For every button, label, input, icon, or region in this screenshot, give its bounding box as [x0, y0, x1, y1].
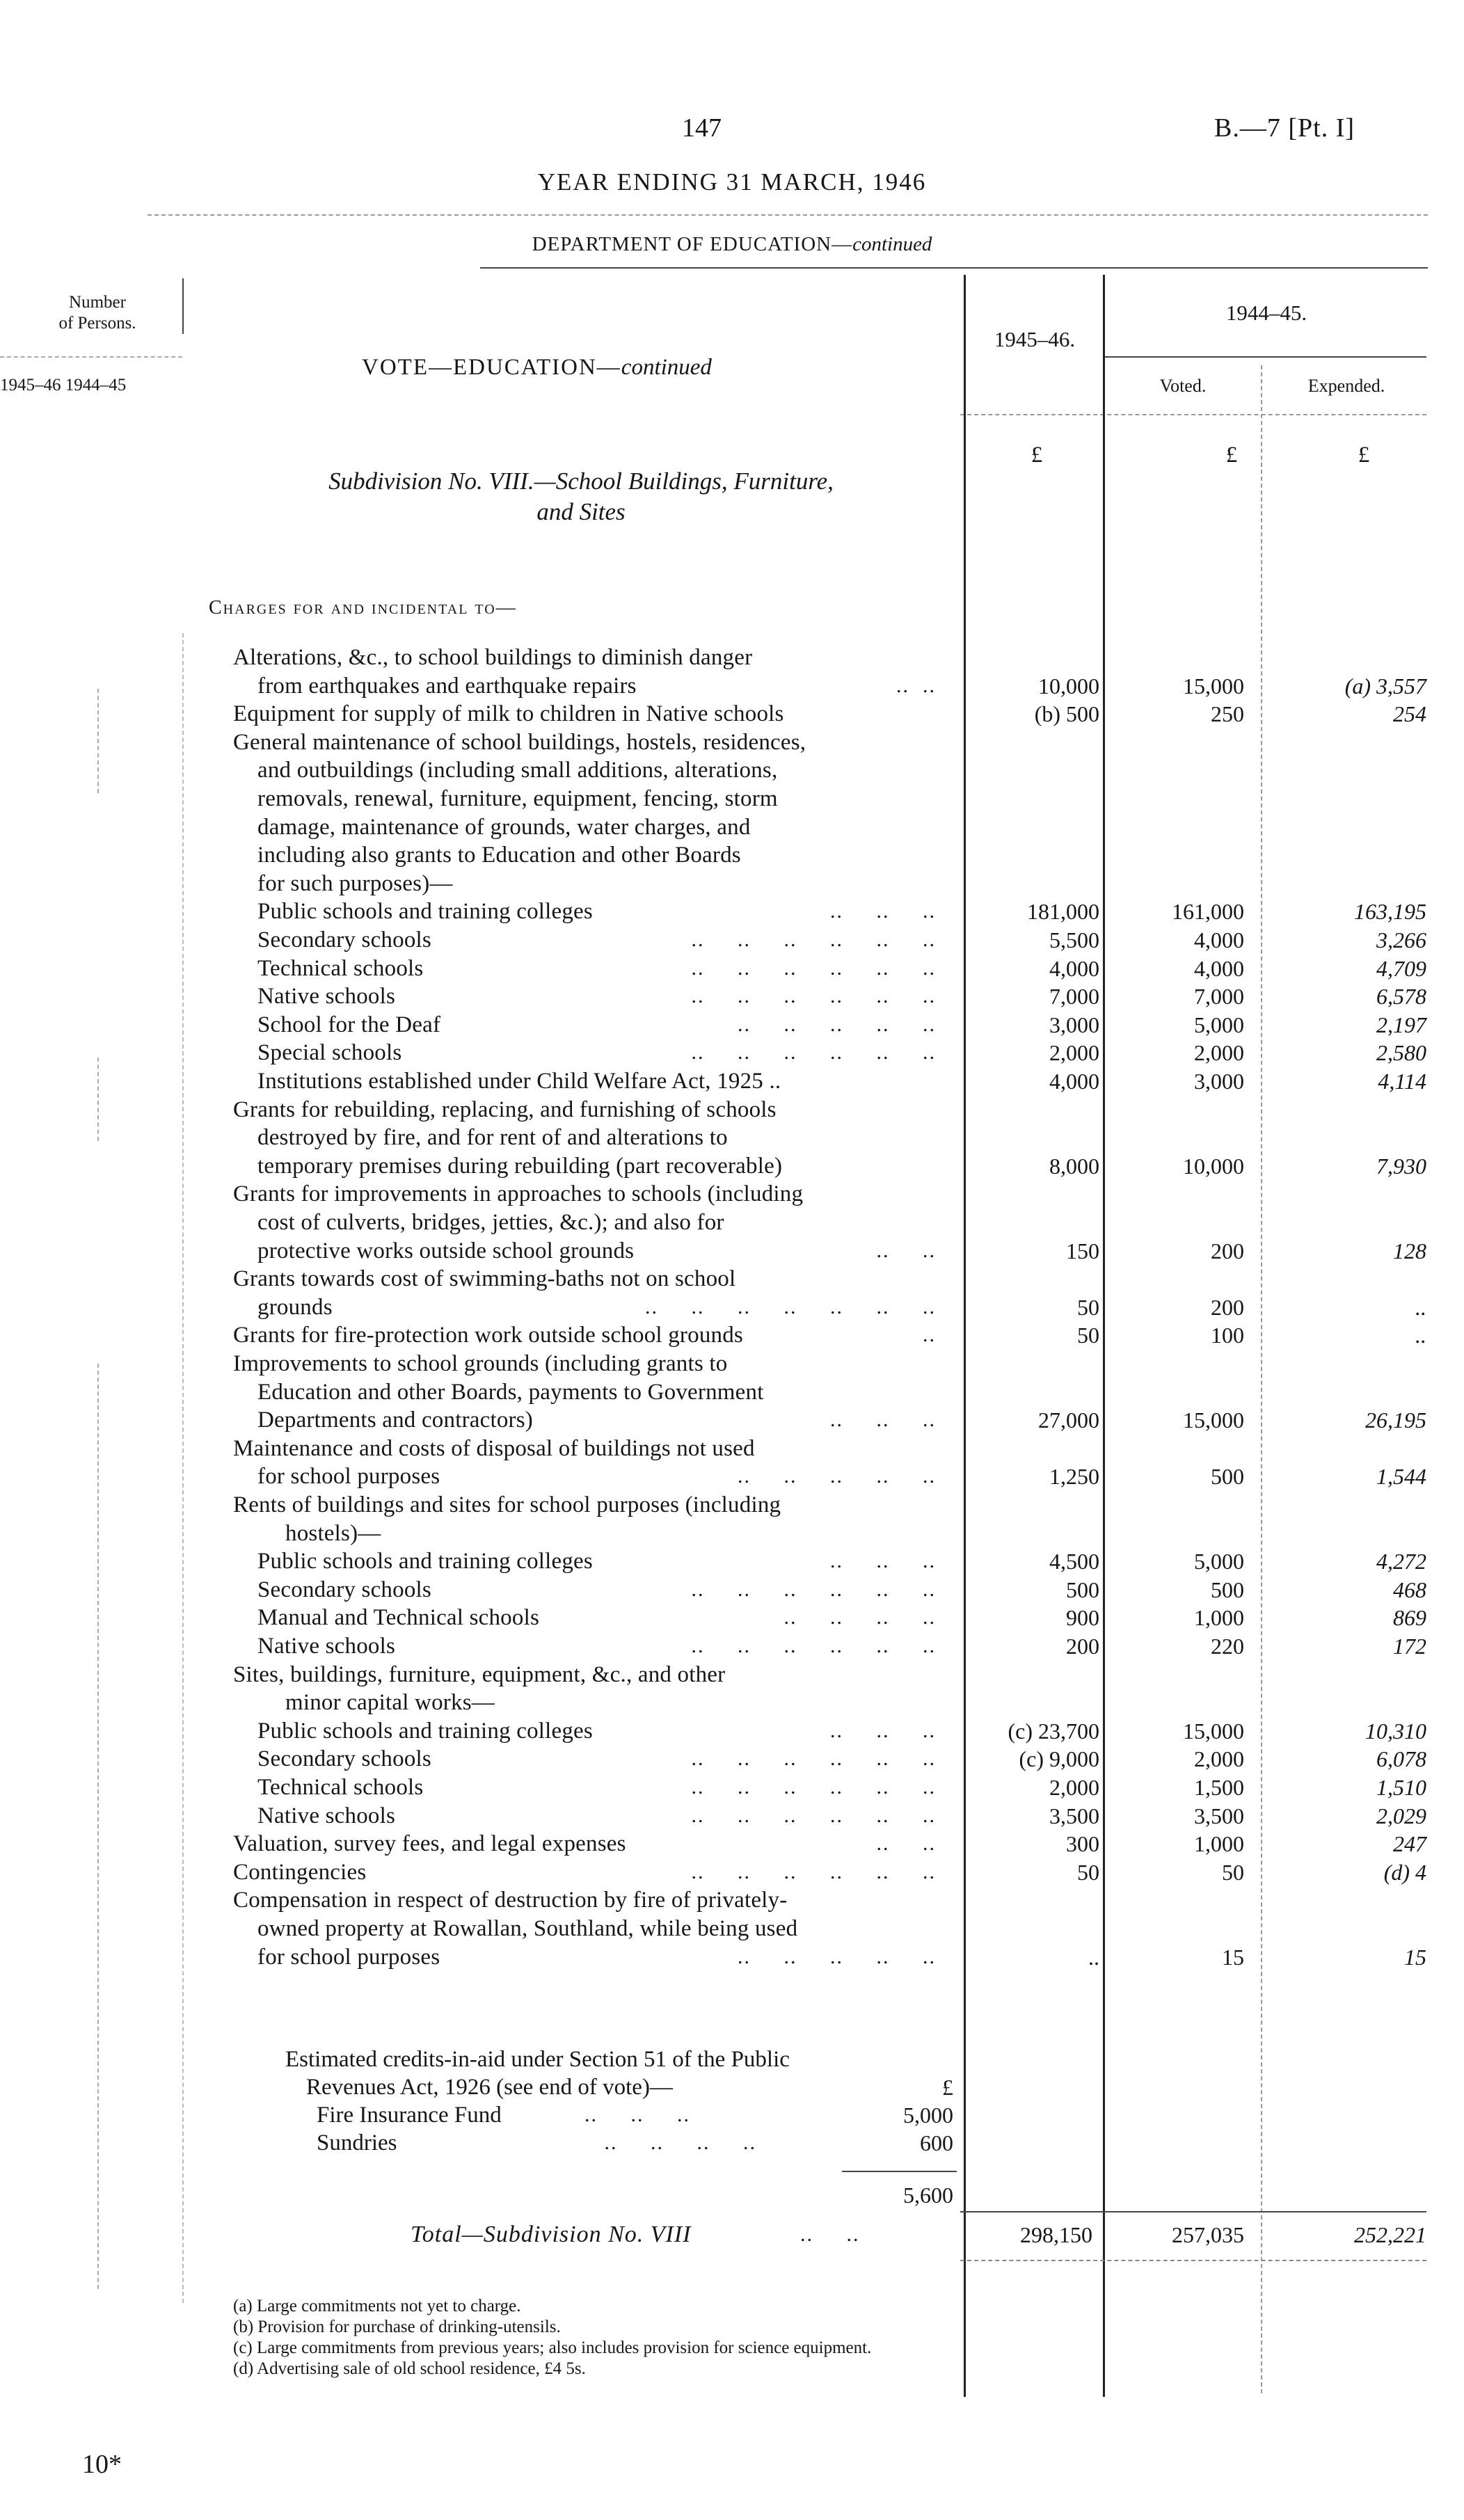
row-value-voted: 500	[1211, 1577, 1244, 1602]
row-value-1945-46: 7,000	[1049, 984, 1099, 1010]
row-description: for school purposes	[257, 1464, 440, 1490]
row-description: damage, maintenance of grounds, water charges, and	[257, 814, 751, 840]
row-value-1945-46: 50	[1077, 1859, 1099, 1885]
table-row	[0, 982, 1464, 1010]
credits-line-1: Estimated credits-in-aid under Section 51 of the Public	[285, 2047, 790, 2072]
table-row	[0, 1886, 1464, 1914]
row-value-voted: 1,000	[1194, 1605, 1244, 1631]
table-row	[0, 785, 1464, 813]
row-description: Education and other Boards, payments to Government	[257, 1379, 764, 1405]
row-description: Native schools	[257, 1803, 396, 1828]
row-description: grounds	[257, 1294, 333, 1320]
table-row	[0, 1265, 1464, 1293]
row-leader-dots: .. .. .. .. .. .. ..	[645, 1295, 936, 1318]
row-description: Improvements to school grounds (including grants to	[233, 1351, 728, 1376]
table-row	[0, 1717, 1464, 1745]
row-description: Rents of buildings and sites for school purposes (including	[233, 1492, 781, 1517]
row-value-expended: (d) 4	[1383, 1859, 1426, 1885]
footnote-a: (a) Large commitments not yet to charge.	[233, 2297, 521, 2315]
row-leader-dots: ..	[923, 1323, 936, 1347]
credit-item-leader: .. .. .. ..	[584, 2131, 756, 2154]
row-value-voted: 15,000	[1183, 1718, 1244, 1744]
table-row	[0, 1209, 1464, 1236]
row-value-expended: 468	[1393, 1577, 1426, 1602]
row-value-1945-46: 900	[1066, 1605, 1099, 1631]
total-bottom-rule	[960, 2260, 1426, 2261]
row-leader-dots: .. .. .. .. .. ..	[632, 1860, 936, 1883]
row-value-1945-46: (c) 23,700	[1008, 1718, 1099, 1744]
row-value-expended: 2,197	[1376, 1012, 1426, 1037]
table-row	[0, 644, 1464, 671]
row-value-expended: 2,029	[1376, 1803, 1426, 1828]
row-leader-dots: .. .. ..	[830, 1549, 936, 1573]
credit-item-amount: 600	[920, 2130, 953, 2155]
table-row	[0, 1293, 1464, 1321]
table-row	[0, 1858, 1464, 1886]
row-description: protective works outside school grounds	[257, 1238, 635, 1263]
row-value-1945-46: 181,000	[1027, 899, 1099, 925]
row-value-voted: 3,500	[1194, 1803, 1244, 1828]
table-row	[0, 1802, 1464, 1830]
row-description: School for the Deaf	[257, 1012, 441, 1037]
row-leader-dots: .. .. ..	[830, 1718, 936, 1742]
row-value-expended: 2,580	[1376, 1040, 1426, 1066]
page-number: 147	[682, 113, 722, 143]
table-row	[0, 1321, 1464, 1349]
table-row	[0, 672, 1464, 700]
top-rule	[148, 214, 1428, 216]
row-value-voted: 5,000	[1194, 1549, 1244, 1574]
column-header-1945-46: 1945–46.	[994, 327, 1076, 351]
row-description: Technical schools	[257, 955, 424, 981]
row-leader-dots: .. .. .. .. .. ..	[691, 928, 936, 951]
table-row	[0, 870, 1464, 898]
row-description: Secondary schools	[257, 927, 431, 952]
footnote-d: (d) Advertising sale of old school residence, £4 5s.	[233, 2359, 586, 2378]
row-description: Manual and Technical schools	[257, 1605, 539, 1631]
row-leader-dots: .. .. .. .. ..	[717, 1465, 936, 1488]
row-description: Institutions established under Child Welfare Act, 1925 ..	[257, 1069, 781, 1094]
total-top-rule	[960, 2211, 1426, 2212]
table-row	[0, 1039, 1464, 1067]
row-value-1945-46: 8,000	[1049, 1153, 1099, 1179]
table-row	[0, 1915, 1464, 1943]
table-row	[0, 1576, 1464, 1604]
header-subrule	[1103, 356, 1426, 358]
row-description: Public schools and training colleges	[257, 899, 593, 925]
row-description: Public schools and training colleges	[257, 1718, 593, 1744]
row-description: Valuation, survey fees, and legal expenses	[233, 1831, 626, 1857]
row-value-1945-46: 1,250	[1049, 1464, 1099, 1490]
vote-title-continued: continued	[621, 355, 712, 380]
department-continued: continued	[852, 233, 932, 255]
persons-column-rule	[182, 278, 184, 334]
row-value-voted: 10,000	[1183, 1153, 1244, 1179]
signature-mark: 10*	[82, 2450, 122, 2479]
row-leader-dots: .. .. .. .. .. ..	[671, 1803, 936, 1827]
total-label: Total—Subdivision No. VIII	[411, 2222, 692, 2247]
table-row	[0, 1830, 1464, 1858]
row-description: Native schools	[257, 984, 396, 1010]
table-row	[0, 1773, 1464, 1801]
row-description: Alterations, &c., to school buildings to diminish danger	[233, 645, 753, 670]
vote-title-main: VOTE—EDUCATION—	[362, 355, 621, 380]
currency-expended: £	[1358, 442, 1370, 468]
row-description: Contingencies	[233, 1859, 367, 1885]
table-row	[0, 728, 1464, 756]
currency-1945: £	[1031, 442, 1043, 468]
row-leader-dots: .. .. .. .. .. ..	[691, 1577, 936, 1601]
row-value-expended: ..	[1415, 1294, 1426, 1320]
subdivision-line-2: and Sites	[536, 498, 626, 525]
row-leader-dots: .. .. .. .. ..	[717, 1945, 936, 1968]
row-value-1945-46: 500	[1066, 1577, 1099, 1602]
row-leader-dots: .. .. .. .. .. ..	[691, 1747, 936, 1771]
row-leader-dots: .. .. .. .. ..	[717, 1012, 936, 1036]
row-leader-dots: .. .. .. .. .. ..	[671, 1634, 936, 1657]
row-value-1945-46: 5,500	[1049, 927, 1099, 952]
row-leader-dots: .. .. ..	[810, 1408, 936, 1432]
row-value-1945-46: 4,000	[1049, 1069, 1099, 1094]
credit-item-leader: .. .. ..	[584, 2103, 690, 2126]
number-of-persons-label	[28, 292, 167, 334]
table-row	[0, 1491, 1464, 1519]
column-header-voted: Voted.	[1159, 376, 1207, 396]
vote-title	[362, 355, 712, 381]
table-row	[0, 1943, 1464, 1971]
table-row	[0, 700, 1464, 728]
row-leader-dots: .. ..	[876, 1238, 936, 1262]
row-description: Compensation in respect of destruction by fire of privately-	[233, 1888, 788, 1913]
charges-heading: Charges for and incidental to—	[209, 597, 517, 619]
row-value-expended: 6,578	[1376, 984, 1426, 1010]
row-description: temporary premises during rebuilding (part recoverable)	[257, 1153, 783, 1179]
row-description: Secondary schools	[257, 1577, 431, 1602]
table-row	[0, 1378, 1464, 1406]
department-rule	[480, 267, 1428, 269]
subdivision-heading	[223, 466, 939, 527]
table-row	[0, 1237, 1464, 1265]
row-description: owned property at Rowallan, Southland, while being used	[257, 1916, 798, 1941]
row-value-1945-46: 300	[1066, 1831, 1099, 1857]
column-header-1944-45: 1944–45.	[1225, 301, 1307, 325]
credits-total: 5,600	[903, 2183, 953, 2208]
row-value-expended: 3,266	[1376, 927, 1426, 952]
table-row	[0, 1520, 1464, 1547]
row-value-voted: 100	[1211, 1323, 1244, 1348]
row-description: cost of culverts, bridges, jetties, &c.); and also for	[257, 1210, 724, 1235]
row-value-1945-46: 4,500	[1049, 1549, 1099, 1574]
row-description: Departments and contractors)	[257, 1407, 533, 1433]
persons-years: 1945–46 1944–45	[0, 376, 127, 394]
total-1945-46: 298,150	[1020, 2222, 1092, 2247]
table-row	[0, 1350, 1464, 1378]
row-value-expended: 869	[1393, 1605, 1426, 1631]
row-description: including also grants to Education and other Boards	[257, 843, 741, 868]
row-value-expended: 26,195	[1365, 1407, 1426, 1433]
row-value-expended: 163,195	[1354, 899, 1426, 925]
credits-rule	[842, 2171, 957, 2172]
row-description: Maintenance and costs of disposal of buildings not used	[233, 1435, 755, 1461]
total-expended: 252,221	[1354, 2222, 1426, 2247]
row-value-voted: 2,000	[1194, 1040, 1244, 1066]
row-description: Grants for fire-protection work outside school grounds	[233, 1323, 743, 1348]
row-leader-dots: .. .. .. .. .. ..	[691, 1776, 936, 1799]
row-value-1945-46: 3,000	[1049, 1012, 1099, 1037]
row-value-voted: 2,000	[1194, 1746, 1244, 1772]
table-row	[0, 841, 1464, 869]
row-value-1945-46: 10,000	[1038, 673, 1099, 699]
row-description: minor capital works—	[285, 1690, 495, 1716]
row-value-1945-46: 150	[1066, 1238, 1099, 1263]
row-value-1945-46: ..	[1088, 1944, 1099, 1970]
row-leader-dots: .. ..	[857, 1832, 936, 1856]
row-value-voted: 15	[1222, 1944, 1244, 1970]
row-description: Secondary schools	[257, 1746, 431, 1772]
table-row	[0, 1745, 1464, 1773]
row-value-1945-46: 50	[1077, 1323, 1099, 1348]
row-value-voted: 4,000	[1194, 955, 1244, 981]
row-value-voted: 7,000	[1194, 984, 1244, 1010]
total-voted: 257,035	[1172, 2222, 1244, 2247]
row-leader-dots: .. .. .. .. .. ..	[671, 1041, 936, 1064]
row-value-expended: 10,310	[1365, 1718, 1426, 1744]
subdivision-line-1: Subdivision No. VIII.—School Buildings, Furniture,	[328, 468, 834, 495]
row-value-1945-46: (b) 500	[1034, 701, 1099, 727]
row-description: Public schools and training colleges	[257, 1549, 593, 1574]
row-value-expended: 128	[1393, 1238, 1426, 1263]
row-value-1945-46: 2,000	[1049, 1040, 1099, 1066]
row-value-voted: 4,000	[1194, 927, 1244, 952]
row-leader-dots: .. .. .. .. .. ..	[691, 956, 936, 980]
table-row	[0, 1604, 1464, 1632]
table-row	[0, 1632, 1464, 1660]
table-row	[0, 955, 1464, 982]
table-row	[0, 1096, 1464, 1124]
row-value-voted: 200	[1211, 1238, 1244, 1263]
row-description: destroyed by fire, and for rent of and alterations to	[257, 1125, 728, 1151]
row-leader-dots: .. .. .. .. .. ..	[671, 984, 936, 1008]
persons-header-rule	[0, 356, 182, 358]
row-value-voted: 50	[1222, 1859, 1244, 1885]
row-value-expended: 1,510	[1376, 1775, 1426, 1800]
row-value-1945-46: 3,500	[1049, 1803, 1099, 1828]
row-leader-dots: .. .. ..	[830, 900, 936, 923]
row-value-expended: ..	[1415, 1323, 1426, 1348]
row-description: Technical schools	[257, 1775, 424, 1800]
row-value-expended: 247	[1393, 1831, 1426, 1857]
persons-label: of Persons.	[58, 314, 136, 333]
row-description: Special schools	[257, 1040, 402, 1066]
row-value-voted: 5,000	[1194, 1012, 1244, 1037]
row-value-expended: 172	[1393, 1634, 1426, 1659]
row-value-voted: 1,500	[1194, 1775, 1244, 1800]
row-value-voted: 1,000	[1194, 1831, 1244, 1857]
column-header-expended: Expended.	[1307, 376, 1385, 396]
row-value-expended: 4,114	[1378, 1069, 1426, 1094]
table-row	[0, 756, 1464, 784]
row-value-expended: 1,544	[1376, 1464, 1426, 1490]
footnote-b: (b) Provision for purchase of drinking-utensils.	[233, 2318, 561, 2336]
row-description: Sites, buildings, furniture, equipment, &c., and other	[233, 1661, 726, 1687]
total-leader: .. ..	[800, 2223, 860, 2246]
number-label: Number	[69, 293, 126, 312]
table-row	[0, 1462, 1464, 1490]
table-row	[0, 898, 1464, 925]
row-value-1945-46: 2,000	[1049, 1775, 1099, 1800]
department-name: DEPARTMENT OF EDUCATION—	[532, 233, 853, 255]
row-value-1945-46: 4,000	[1049, 955, 1099, 981]
credit-item-amount: 5,000	[903, 2103, 953, 2128]
footnote-c: (c) Large commitments from previous years; also includes provision for science equipment.	[233, 2338, 872, 2357]
table-row	[0, 813, 1464, 841]
page-title: YEAR ENDING 31 MARCH, 1946	[537, 168, 927, 196]
currency-voted: £	[1225, 442, 1238, 468]
row-value-voted: 15,000	[1183, 1407, 1244, 1433]
table-row	[0, 1661, 1464, 1689]
table-row	[0, 1011, 1464, 1039]
row-description: Grants for rebuilding, replacing, and furnishing of schools	[233, 1096, 777, 1122]
row-description: for school purposes	[257, 1944, 440, 1970]
row-value-expended: 4,272	[1376, 1549, 1426, 1574]
credits-currency: £	[942, 2075, 953, 2100]
table-row	[0, 1067, 1464, 1095]
row-description: and outbuildings (including small additions, alterations,	[257, 758, 778, 783]
row-description: Native schools	[257, 1634, 396, 1659]
row-value-1945-46: 27,000	[1038, 1407, 1099, 1433]
row-value-expended: 15	[1404, 1944, 1426, 1970]
credit-item-label: Fire Insurance Fund	[317, 2103, 502, 2128]
table-row	[0, 1180, 1464, 1208]
header-bottom-rule	[960, 414, 1426, 415]
row-value-expended: 4,709	[1376, 955, 1426, 981]
row-description: Equipment for supply of milk to children in Native schools	[233, 701, 784, 727]
table-row	[0, 1406, 1464, 1434]
row-value-expended: 7,930	[1376, 1153, 1426, 1179]
department-heading	[0, 233, 1464, 256]
table-row	[0, 1435, 1464, 1462]
row-value-expended: 6,078	[1376, 1746, 1426, 1772]
row-leader-dots: .. ..	[896, 673, 936, 697]
credits-line-2: Revenues Act, 1926 (see end of vote)—	[306, 2075, 673, 2100]
row-leader-dots: .. .. .. ..	[764, 1606, 936, 1629]
table-row	[0, 1124, 1464, 1151]
row-value-expended: 254	[1393, 701, 1426, 727]
row-description: General maintenance of school buildings, hostels, residences,	[233, 729, 806, 755]
row-value-voted: 3,000	[1194, 1069, 1244, 1094]
row-value-1945-46: 50	[1077, 1294, 1099, 1320]
row-description: Grants for improvements in approaches to schools (including	[233, 1181, 804, 1207]
credit-item-label: Sundries	[317, 2130, 397, 2155]
row-value-voted: 500	[1211, 1464, 1244, 1490]
table-row	[0, 1152, 1464, 1180]
row-value-1945-46: 200	[1066, 1634, 1099, 1659]
row-value-voted: 250	[1211, 701, 1244, 727]
row-value-voted: 15,000	[1183, 673, 1244, 699]
row-value-voted: 161,000	[1172, 899, 1244, 925]
table-row	[0, 926, 1464, 954]
row-description: for such purposes)—	[257, 870, 453, 896]
row-description: hostels)—	[285, 1520, 381, 1546]
row-value-voted: 220	[1211, 1634, 1244, 1659]
row-value-voted: 200	[1211, 1294, 1244, 1320]
table-row	[0, 1547, 1464, 1575]
row-value-1945-46: (c) 9,000	[1019, 1746, 1099, 1772]
row-value-expended: (a) 3,557	[1344, 673, 1426, 699]
page-reference: B.—7 [Pt. I]	[1214, 113, 1355, 143]
row-description: Grants towards cost of swimming-baths not on school	[233, 1266, 736, 1292]
row-description: from earthquakes and earthquake repairs	[257, 673, 637, 699]
table-row	[0, 1689, 1464, 1716]
row-description: removals, renewal, furniture, equipment, fencing, storm	[257, 786, 778, 811]
